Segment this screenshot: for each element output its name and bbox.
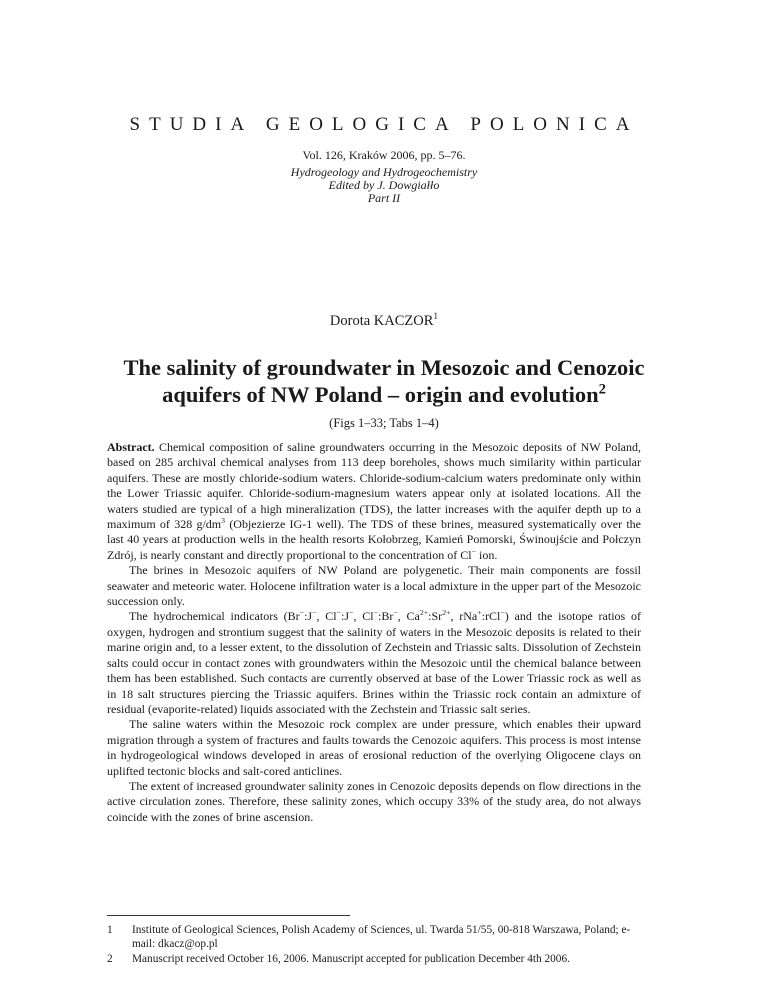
- footnote-text: Manuscript received October 16, 2006. Manuscript accepted for publication December 4th 2006.: [132, 953, 570, 965]
- title-footnote-mark: 2: [598, 381, 606, 398]
- paper-title: [0, 354, 768, 408]
- abstract-label: Abstract.: [107, 440, 155, 454]
- author-line: [0, 313, 768, 330]
- footnote-number: 2: [107, 953, 113, 965]
- title-line-2: aquifers of NW Poland – origin and evolution$^2$: [162, 381, 606, 407]
- footnote-divider: [107, 915, 350, 916]
- abstract-paragraph-4: The saline waters within the Mesozoic rock complex are under pressure, which enables their upward migration through a system of fractures and faults towards the Cenozoic aquifers. This process is most intense in hydrogeological windows developed in areas of erosional reduction of the overlying Oligocene clays on uplifted tectonic blocks and salt-cored anticlines.: [107, 717, 641, 778]
- volume-line: Vol. 126, Kraków 2006, pp. 5–76.: [302, 148, 466, 162]
- abstract-paragraph-3: The hydrochemical indicators (Br−:J−, Cl−:J−, Cl−:Br−, $Ca^{2+}:Sr^{2+}$, rNa+:rCl−) and the isotope ratios of oxygen, hydrogen and strontium suggest that the salinity of waters in the Mesozoic deposits is related to their marine origin and, to a lesser extent, to the dissolution of Zechstein and Triassic salts. Dissolution of Zechstein salts could occur in contact zones with groundwaters within the Mesozoic until the chemical balance between them has been established. Such contacts are currently observed at base of the Lower Triassic rock as well as in 18 salt structures piercing the Triassic aquifers. Brines within the Triassic rock contain an admixture of residual (evaporite-related) liquids associated with the Zechstein and Triassic salt series.: [107, 608, 641, 716]
- series-title: Hydrogeology and Hydrogeochemistry: [290, 165, 478, 179]
- title-line-1: The salinity of groundwater in Mesozoic and Cenozoic: [123, 355, 645, 380]
- abstract-paragraph-1: Abstract. Chemical composition of saline groundwaters occurring in the Mesozoic deposits of NW Poland, based on 285 archival chemical analyses from 113 deep boreholes, shows much similarity within particular aquifers. These are mostly chloride-sodium waters. Chloride-sodium-calcium waters predominate only within the Lower Triassic aquifer. Chloride-sodium-magnesium waters appear only at isolated locations. All the waters studied are typical of a high mineralization (TDS), the latter increases with the aquifer depth up to a maximum of 328 $g/dm^3$ (Objezierze IG-1 well). The TDS of these brines, measured systematically over the last 40 years at production wells in the health resorts Kołobrzeg, Kamień Pomorski, Świnoujście and Połczyn Zdrój, is nearly constant and directly proportional to the concentration of Cl− ion.: [107, 440, 641, 562]
- abstract: [107, 440, 641, 825]
- abstract-paragraph-2: The brines in Mesozoic aquifers of NW Poland are polygenetic. Their main components are fossil seawater and meteoric water. Holocene infiltration water is a local admixture in the upper part of the Mesozoic succession only.: [107, 563, 641, 609]
- footnote-2: [107, 952, 641, 966]
- abstract-paragraph-5: The extent of increased groundwater salinity zones in Cenozoic deposits depends on flow directions in the active circulation zones. Therefore, these salinity zones, which occupy 33% of the study area, do not always coincide with the zones of brine ascension.: [107, 778, 641, 824]
- journal-title: STUDIA GEOLOGICA POLONICA: [129, 114, 639, 135]
- figures-tables-count: (Figs 1–33; Tabs 1–4): [329, 416, 439, 430]
- editor-line: Edited by J. Dowgiałło: [328, 178, 440, 192]
- series-block: [0, 166, 768, 205]
- footnote-text: Institute of Geological Sciences, Polish Academy of Sciences, ul. Twarda 51/55, 00-818 Warszawa, Poland; e-mail: dkacz@op.pl: [132, 924, 631, 950]
- author-name: Dorota KACZOR: [329, 313, 434, 329]
- footnote-number: 1: [107, 924, 113, 936]
- author-affiliation-mark: 1: [433, 312, 439, 323]
- part-line: Part II: [367, 191, 401, 205]
- footnote-1: [107, 923, 641, 951]
